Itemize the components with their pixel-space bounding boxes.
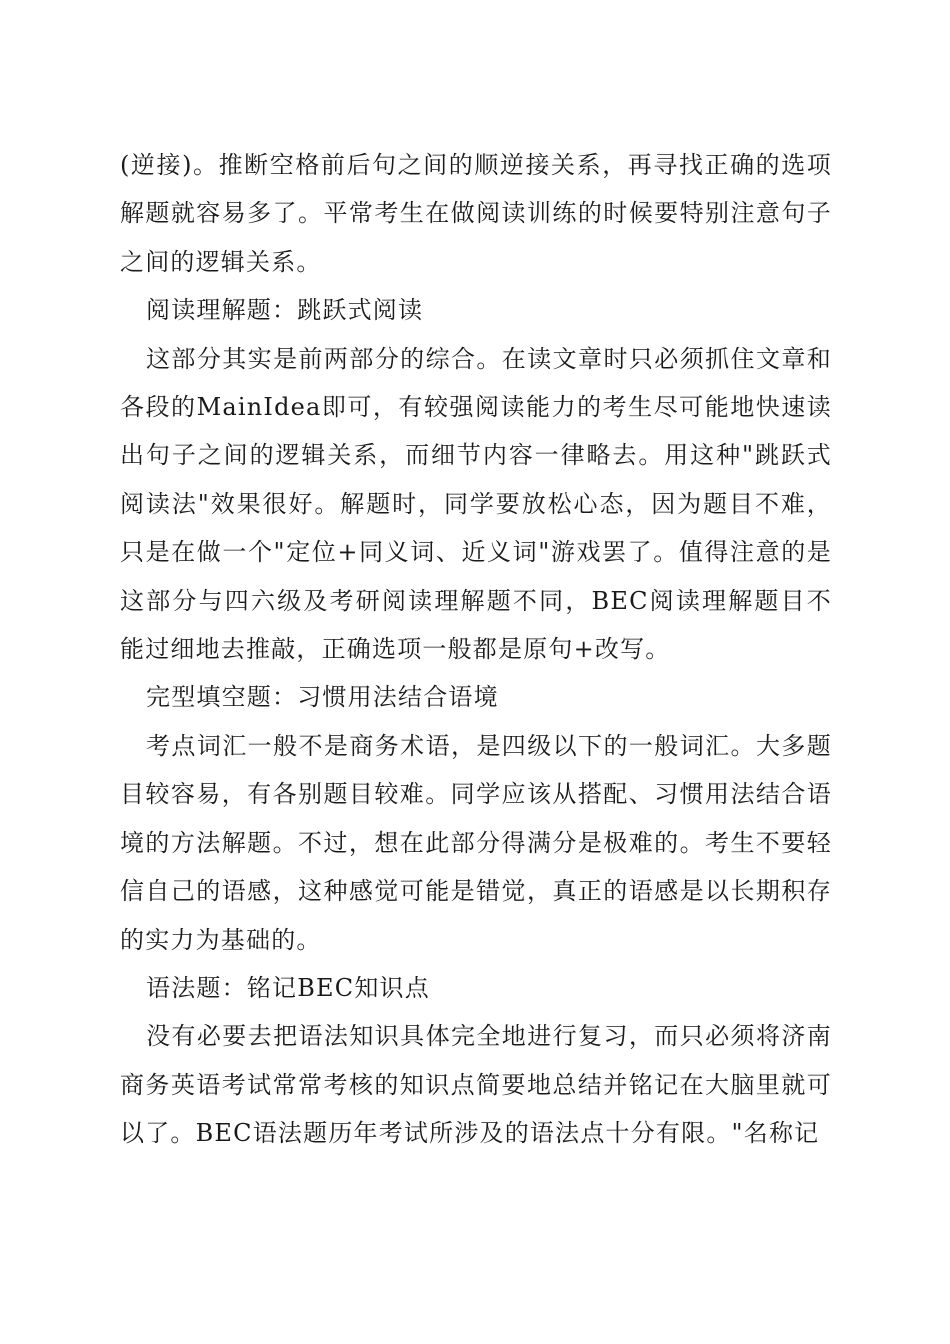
paragraph-skip-reading: 这部分其实是前两部分的综合。在读文章时只必须抓住文章和各段的MainIdea即可，有较强阅读能力的考生尽可能地快速读出句子之间的逻辑关系，而细节内容一律略去。用这种"跳跃式阅读法"效果很好。解题时，同学要放松心态，因为题目不难，只是在做一个"定位+同义词、近义词"游戏罢了。值得注意的是这部分与四六级及考研阅读理解题不同，BEC阅读理解题目不能过细地去推敲，正确选项一般都是原句+改写。 <box>120 344 832 664</box>
heading-grammar: 语法题：铭记BEC知识点 <box>146 973 430 1002</box>
heading-reading-comprehension: 阅读理解题：跳跃式阅读 <box>146 296 424 325</box>
heading-cloze: 完型填空题：习惯用法结合语境 <box>146 683 499 712</box>
document-body <box>120 141 832 1158</box>
paragraph-cloze-advice: 考点词汇一般不是商务术语，是四级以下的一般词汇。大多题目较容易，有各别题目较难。同学应该从搭配、习惯用法结合语境的方法解题。不过，想在此部分得满分是极难的。考生不要轻信自己的语感，这种感觉可能是错觉，真正的语感是以长期积存的实力为基础的。 <box>120 731 832 954</box>
paragraph-grammar-advice: 没有必要去把语法知识具体完全地进行复习，而只必须将济南商务英语考试常常考核的知识点简要地总结并铭记在大脑里就可以了。BEC语法题历年考试所涉及的语法点十分有限。"名称记 <box>120 1022 832 1148</box>
paragraph-logic-relations: (逆接)。推断空格前后句之间的顺逆接关系，再寻找正确的选项解题就容易多了。平常考生在做阅读训练的时候要特别注意句子之间的逻辑关系。 <box>120 151 832 276</box>
